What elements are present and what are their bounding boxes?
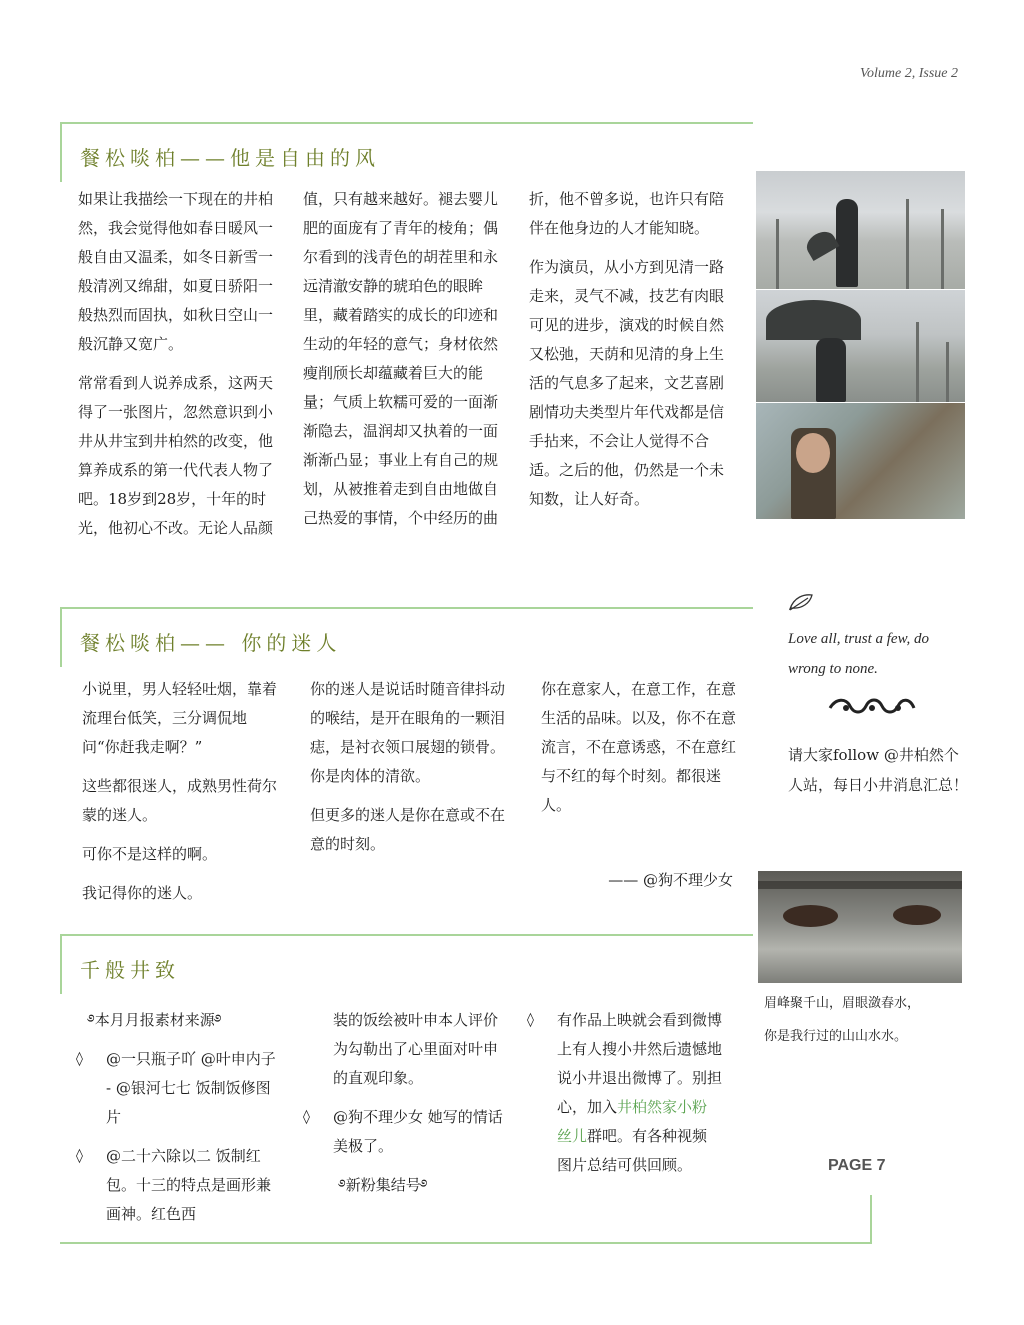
section2-title: 餐松啖柏—— 你的迷人 bbox=[80, 631, 342, 655]
paragraph: 常常看到人说养成系，这两天得了一张图片，忽然意识到小井从井宝到井柏然的改变，他算养成系的第一代代表人物了吧。18岁到28岁，十年的时光，他初心不改。无论人品颜 bbox=[78, 374, 274, 537]
section3-column-2 bbox=[303, 1006, 503, 1210]
paragraph: 作为演员，从小方到见清一路走来，灵气不减，技艺有肉眼可见的进步，演戏的时候自然又松弛，天荫和见清的身上生活的气息多了起来，文艺喜剧剧情功夫类型片年代戏都是信手拈来，不会让人觉得不合适。之后的他，仍然是一个未知数，让人好奇。 bbox=[529, 258, 725, 508]
caption-line: 你是我行过的山山水水。 bbox=[764, 1029, 908, 1044]
fan-group-link[interactable]: 井柏然家小粉丝儿 bbox=[557, 1098, 708, 1145]
section2-column-1 bbox=[82, 675, 282, 918]
section1-column-2 bbox=[303, 185, 503, 543]
paragraph: 值，只有越来越好。褪去婴儿肥的面庞有了青年的棱角；偶尔看到的浅青色的胡茬里和永远清澈安静的琥珀色的眼眸里，藏着踏实的成长的印迹和生动的年轻的意气；身材依然瘦削颀长却蕴藏着巨大的能量；气质上软糯可爱的一面渐渐隐去，温润却又执着的一面渐渐凸显；事业上有自己的规划，从被推着走到自由地做自己热爱的事情，个中经历的曲 bbox=[303, 190, 499, 527]
bottom-border bbox=[60, 1242, 872, 1244]
section2-top-border bbox=[60, 607, 753, 609]
paragraph: 可你不是这样的啊。 bbox=[82, 845, 218, 863]
section3-column-3 bbox=[527, 1006, 722, 1190]
section2-column-2 bbox=[310, 675, 508, 869]
caption-line: 眉峰聚千山，眉眼潋春水， bbox=[764, 996, 921, 1011]
sidebar-quote: Love all, trust a few, do wrong to none. bbox=[788, 631, 929, 677]
page-number: PAGE 7 bbox=[828, 1157, 886, 1174]
section1-left-border bbox=[60, 122, 62, 182]
paragraph-text: 群吧。有各种视频图片总结可供回顾。 bbox=[557, 1127, 708, 1174]
follow-text: 请大家follow @井柏然个人站，每日小井消息汇总！ bbox=[788, 746, 969, 794]
paragraph: 你的迷人是说话时随音律抖动的喉结，是开在眼角的一颗泪痣，是衬衣领口展翅的锁骨。你是肉体的清欲。 bbox=[310, 680, 506, 785]
photo-caption bbox=[764, 987, 964, 1053]
section1-title: 餐松啖柏——他是自由的风 bbox=[80, 146, 380, 170]
section1-top-border bbox=[60, 122, 753, 124]
paragraph: 你在意家人，在意工作，在意生活的品味。以及，你不在意流言，不在意诱惑，不在意红与不红的每个时刻。都很迷人。 bbox=[541, 680, 737, 814]
section2-column-3 bbox=[541, 675, 739, 830]
paragraph: 如果让我描绘一下现在的井柏然，我会觉得他如春日暖风一般自由又温柔，如冬日新雪一般清冽又绵甜，如夏日骄阳一般热烈而固执，如秋日空山一般沉静又宽广。 bbox=[78, 190, 274, 353]
list-item-text: @二十六除以二 饭制红包。十三的特点是画形兼画神。红色西 bbox=[106, 1147, 272, 1223]
photo-eyes-closeup bbox=[758, 871, 962, 983]
list-item bbox=[76, 1142, 281, 1229]
leaf-icon bbox=[788, 592, 816, 614]
diamond-bullet-icon: ◊ bbox=[303, 1109, 310, 1125]
photo-snow-walk bbox=[756, 171, 965, 289]
section3-top-border bbox=[60, 934, 753, 936]
section1-column-1 bbox=[78, 185, 278, 553]
list-item-text: @狗不理少女 她写的情话美极了。 bbox=[333, 1108, 503, 1155]
list-item-text: @一只瓶子吖 @叶申内子 - @银河七七 饭制饭修图片 bbox=[106, 1050, 276, 1126]
section3-left-border bbox=[60, 934, 62, 994]
photo-portrait-forest bbox=[756, 403, 965, 519]
bottom-right-border bbox=[870, 1195, 872, 1244]
diamond-bullet-icon: ◊ bbox=[76, 1051, 83, 1067]
diamond-bullet-icon: ◊ bbox=[527, 1012, 534, 1028]
source-heading: ࿔本月月报素材来源࿔ bbox=[88, 1011, 222, 1029]
section3-title: 千般井致 bbox=[80, 958, 180, 982]
swirl-ornament-icon bbox=[826, 694, 918, 720]
paragraph: 但更多的迷人是你在意或不在意的时刻。 bbox=[310, 806, 506, 853]
section2-left-border bbox=[60, 607, 62, 667]
list-item bbox=[527, 1006, 722, 1180]
new-fans-heading: ࿔新粉集结号࿔ bbox=[339, 1176, 428, 1194]
list-item bbox=[76, 1045, 281, 1132]
paragraph: 折，他不曾多说，也许只有陪伴在他身边的人才能知晓。 bbox=[529, 190, 725, 237]
signature: —— @狗不理少女 bbox=[608, 871, 733, 889]
section1-column-3 bbox=[529, 185, 729, 524]
paragraph-text: 有作品上映就会看到微博上有人搜小井然后遗憾地说小井退出微博了。别担心，加入 bbox=[557, 1011, 723, 1116]
issue-label: Volume 2, Issue 2 bbox=[860, 66, 958, 81]
diamond-bullet-icon: ◊ bbox=[76, 1148, 83, 1164]
paragraph: 小说里，男人轻轻吐烟，靠着流理台低笑，三分调侃地问“你赶我走啊？” bbox=[82, 680, 278, 756]
paragraph: 装的饭绘被叶申本人评价为勾勒出了心里面对叶申的直观印象。 bbox=[333, 1011, 499, 1087]
paragraph: 这些都很迷人，成熟男性荷尔蒙的迷人。 bbox=[82, 777, 278, 824]
list-item bbox=[303, 1103, 503, 1161]
paragraph: 我记得你的迷人。 bbox=[82, 884, 203, 902]
list-item-text bbox=[557, 1006, 722, 1180]
section3-column-1 bbox=[76, 1006, 281, 1239]
photo-umbrella bbox=[756, 290, 965, 402]
